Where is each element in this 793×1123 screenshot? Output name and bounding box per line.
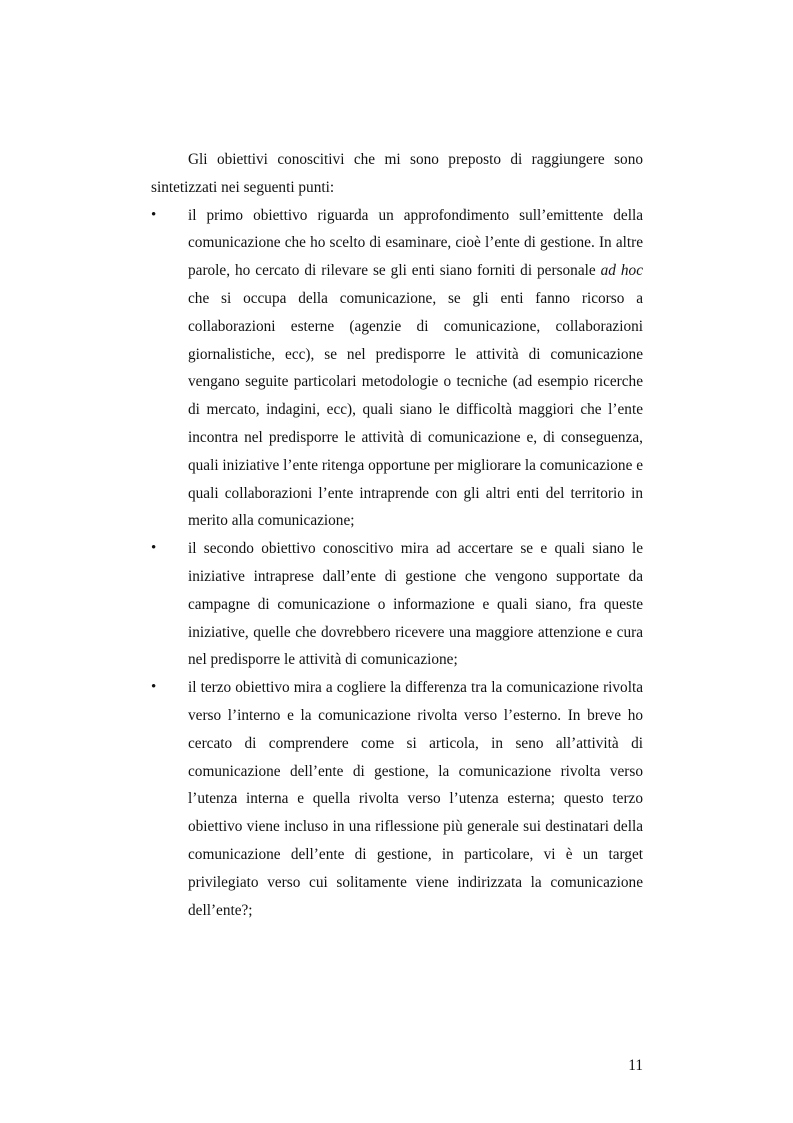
first-objective-text-part1: il primo obiettivo riguarda un approfondimento sull’emittente della comunicazione che ho scelto di esaminare, cioè l’ente di gestione. In altre parole, ho cercato di rilevare se gli enti siano forniti di personale — [188, 206, 643, 280]
first-objective-text-part2: che si occupa della comunicazione, se gli enti fanno ricorso a collaborazioni esterne (agenzie di comunicazione, collaborazioni giornalistiche, ecc), se nel predisporre le attività di comunicazione vengano seguite particolari metodologie o tecniche (ad esempio ricerche di mercato, indagini, ecc), quali siano le difficoltà maggiori che l’ente incontra nel predisporre le attività di comunicazione e, di conseguenza, quali iniziative l’ente ritenga opportune per migliorare la comunicazione e quali collaborazioni l’ente intraprende con gli altri enti del territorio in merito alla comunicazione; — [188, 289, 643, 530]
page-number: 11 — [628, 1057, 643, 1074]
bullet-icon: • — [151, 540, 157, 557]
first-objective-italic-term: ad hoc — [600, 262, 643, 280]
body-text — [151, 146, 643, 924]
third-objective-text: il terzo obiettivo mira a cogliere la differenza tra la comunicazione rivolta verso l’interno e la comunicazione rivolta verso l’esterno. In breve ho cercato di comprendere come si articola, in seno all’attività di comunicazione dell’ente di gestione, la comunicazione rivolta verso l’utenza interna e quella rivolta verso l’utenza esterna; questo terzo obiettivo viene incluso in una riflessione più generale sui destinatari della comunicazione dell’ente di gestione, in particolare, vi è un target privilegiato verso cui solitamente viene indirizzata la comunicazione dell’ente?; — [188, 679, 643, 919]
objectives-list — [151, 202, 643, 925]
bullet-icon: • — [151, 206, 157, 223]
list-item-second-objective — [151, 535, 643, 674]
bullet-icon: • — [151, 679, 157, 696]
intro-paragraph: Gli obiettivi conoscitivi che mi sono preposto di raggiungere sono sintetizzati nei seguenti punti: — [151, 151, 643, 196]
list-item-third-objective — [151, 674, 643, 924]
second-objective-text: il secondo obiettivo conoscitivo mira ad accertare se e quali siano le iniziative intraprese dall’ente di gestione che vengono supportate da campagne di comunicazione o informazione e quali siano, fra queste iniziative, quelle che dovrebbero ricevere una maggiore attenzione e cura nel predisporre le attività di comunicazione; — [188, 540, 643, 669]
list-item-first-objective — [151, 202, 643, 536]
